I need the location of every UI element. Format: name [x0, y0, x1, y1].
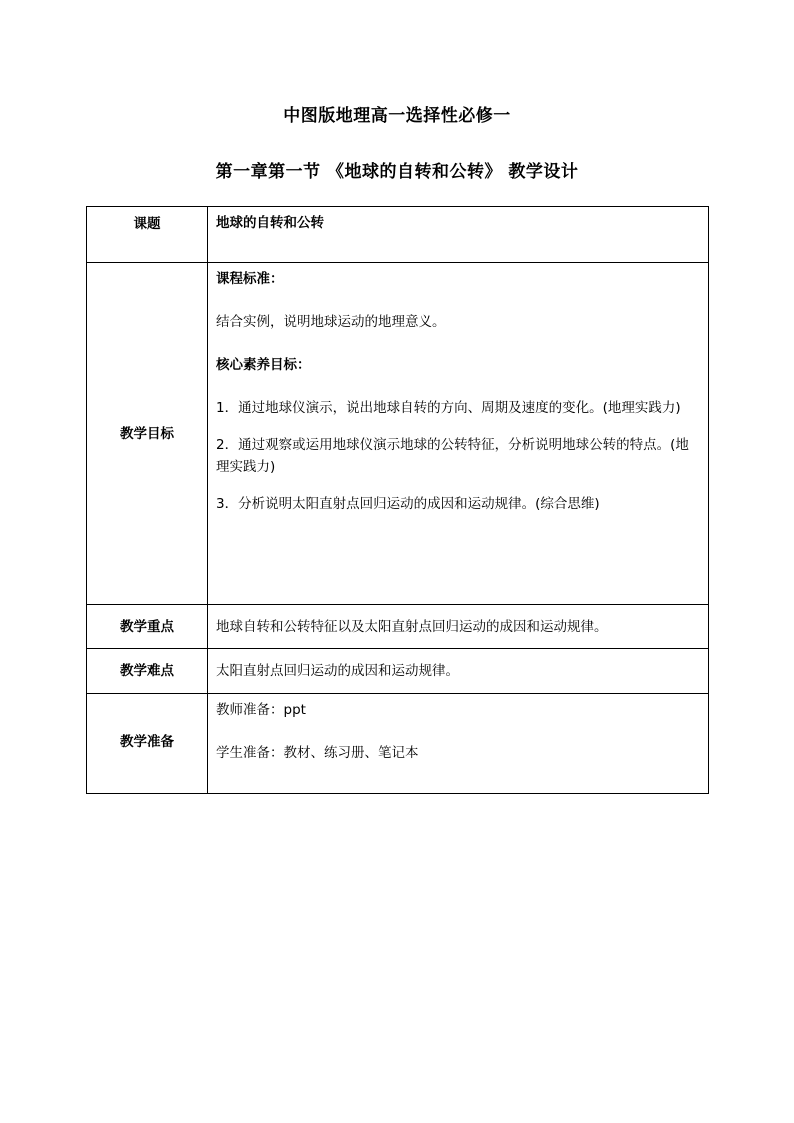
table-row-key-points: [87, 605, 709, 649]
goals-label: 教学目标: [87, 263, 208, 605]
teacher-preparation: 教师准备：ppt: [216, 702, 306, 718]
goals-content: [208, 263, 709, 605]
table-row-goals: [87, 263, 709, 605]
key-points-value: 地球自转和公转特征以及太阳直射点回归运动的成因和运动规律。: [208, 605, 709, 649]
goal-item-1: 1．通过地球仪演示，说出地球自转的方向、周期及速度的变化。(地理实践力): [216, 400, 681, 416]
literacy-heading: 核心素养目标：: [216, 357, 311, 373]
goal-item-3: 3．分析说明太阳直射点回归运动的成因和运动规律。(综合思维): [216, 496, 600, 512]
difficulties-value: 太阳直射点回归运动的成因和运动规律。: [208, 649, 709, 694]
document-subtitle: 第一章第一节 《地球的自转和公转》 教学设计: [215, 162, 579, 182]
standard-heading: 课程标准：: [216, 271, 284, 287]
table-row-topic: [87, 207, 709, 263]
standard-text: 结合实例，说明地球运动的地理意义。: [216, 314, 446, 330]
difficulties-label: 教学难点: [87, 649, 208, 694]
preparation-content: [208, 694, 709, 794]
topic-value: 地球的自转和公转: [208, 207, 709, 263]
goal-item-2: 2．通过观察或运用地球仪演示地球的公转特征，分析说明地球公转的特点。(地理实践力): [216, 437, 689, 475]
table-row-difficulties: [87, 649, 709, 694]
key-points-label: 教学重点: [87, 605, 208, 649]
lesson-plan-table: [86, 206, 709, 794]
preparation-label: 教学准备: [87, 694, 208, 794]
table-row-preparation: [87, 694, 709, 794]
document-title: 中图版地理高一选择性必修一: [283, 106, 511, 126]
student-preparation: 学生准备：教材、练习册、笔记本: [216, 745, 419, 761]
topic-label: 课题: [87, 207, 208, 263]
